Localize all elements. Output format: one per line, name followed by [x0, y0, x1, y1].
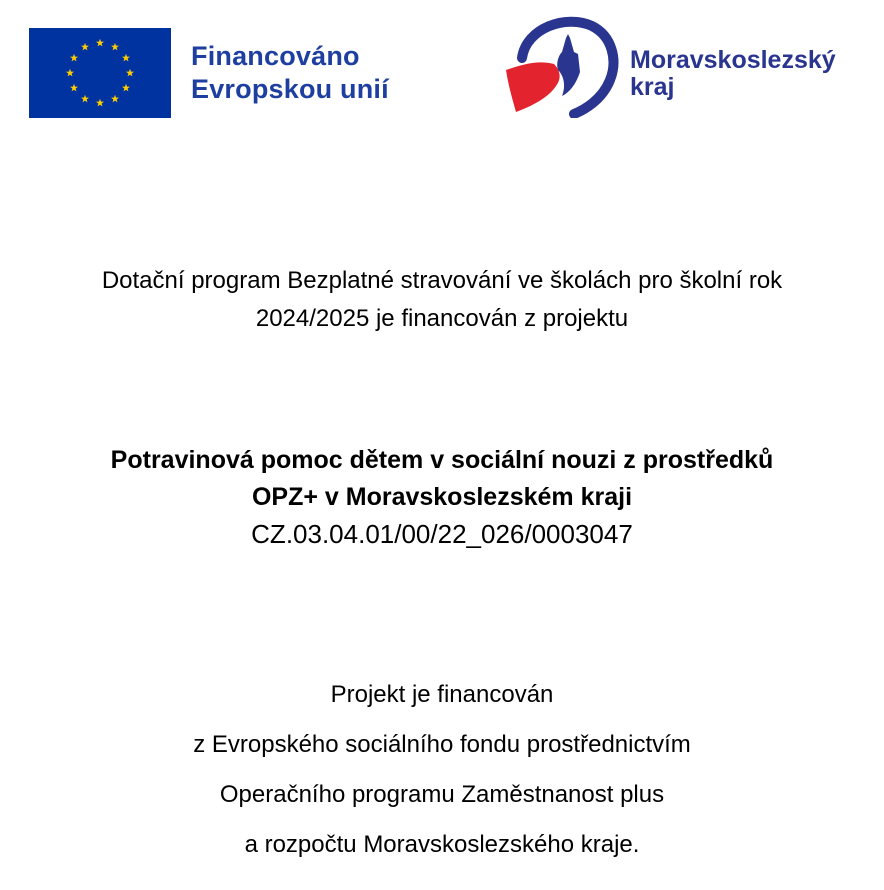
region-logo-line2: kraj — [630, 73, 675, 101]
project-title-line-2: OPZ+ v Moravskoslezském kraji — [251, 483, 633, 511]
eu-logo-line2: Evropskou unií — [191, 74, 389, 104]
eu-logo-text — [191, 40, 389, 106]
funding-line-1: Projekt je financován — [330, 681, 554, 708]
funding-line-3: Operačního programu Zaměstnanost plus — [219, 781, 665, 808]
region-logo-line1: Moravskoslezský — [630, 46, 836, 74]
funding-line-4: a rozpočtu Moravskoslezského kraje. — [244, 831, 640, 858]
eu-logo — [29, 28, 389, 118]
region-logo-text — [630, 47, 836, 101]
project-block — [0, 442, 884, 553]
eu-logo-line1: Financováno — [191, 41, 360, 71]
region-logo — [504, 14, 836, 118]
intro-line-1: Dotační program Bezplatné stravování ve školách pro školní rok — [101, 267, 783, 294]
intro-paragraph — [0, 262, 884, 338]
eu-flag-icon — [29, 28, 171, 118]
funding-statement — [0, 670, 884, 870]
intro-line-2: 2024/2025 je financován z projektu — [255, 305, 629, 332]
funding-line-2: z Evropského sociálního fondu prostřednictvím — [193, 731, 691, 758]
project-title-line-1: Potravinová pomoc dětem v sociální nouzi z prostředků — [110, 446, 774, 474]
project-code: CZ.03.04.01/00/22_026/0003047 — [251, 519, 633, 549]
region-emblem-icon — [504, 14, 622, 118]
